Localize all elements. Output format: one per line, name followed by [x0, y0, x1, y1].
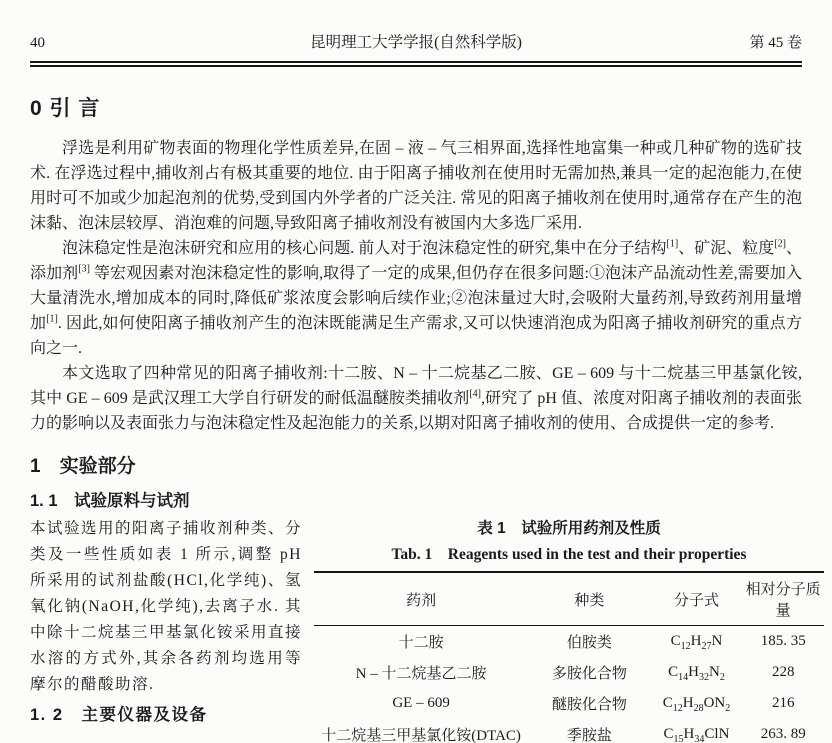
section-heading-intro: 0 引 言: [30, 97, 101, 120]
formula-subscript: 12: [672, 703, 683, 714]
reagent-formula: $C_{12}H_{27}N$: [670, 633, 723, 652]
formula-subscript: 27: [701, 641, 712, 652]
page-number: 40: [30, 35, 45, 51]
reagent-formula: $C_{12}H_{28}ON_2$: [662, 695, 731, 714]
column-header-reagent: 药剂: [314, 572, 528, 626]
column-header-formula: 分子式: [651, 572, 743, 626]
reagent-name: 十二胺: [398, 635, 444, 651]
reagent-type: 季胺盐: [528, 719, 650, 743]
intro-body: [30, 136, 802, 436]
citation-ref: [2]: [774, 238, 786, 250]
reagent-type: 醚胺化合物: [551, 697, 627, 713]
header-double-rule: [30, 61, 802, 67]
reagents-table: [314, 571, 824, 743]
column-header-type: 种类: [528, 572, 650, 626]
reagent-mass: 185. 35: [760, 633, 806, 649]
volume-label: 第 45 卷: [749, 35, 802, 51]
reagent-type: 多胺化合物: [551, 666, 627, 682]
reagent-type: 伯胺类: [566, 635, 612, 651]
citation-ref: [1]: [46, 313, 58, 325]
formula-subscript: 2: [719, 672, 725, 683]
column-header-mass: 相对分子质量: [742, 572, 824, 626]
formula-subscript: 15: [673, 734, 684, 743]
formula-subscript: 34: [694, 734, 705, 743]
materials-paragraph: 本试验选用的阳离子捕收剂种类、分类及一些性质如表 1 所示,调整 pH 所采用的试剂盐酸(HCl,化学纯)、氢氧化钠(NaOH,化学纯),去离子水. 其中除十二烷基三甲基氯化铵采用直接水溶的方式外,其余各药剂均选用等摩尔的醋酸助溶.: [30, 520, 303, 693]
table-header-row: [314, 572, 824, 626]
table-row: [314, 657, 824, 688]
formula-subscript: 32: [698, 672, 709, 683]
intro-paragraph-3: 本文选取了四种常见的阳离子捕收剂:十二胺、N – 十二烷基乙二胺、GE – 609 与十二烷基三甲基氯化铵,其中 GE – 609 是武汉理工大学自行研发的耐低温醚胺类捕收剂[4],研究了 pH 值、浓度对阳离子捕收剂的表面张力的影响以及表面张力与泡沫稳定性及起泡能力的关系,以期对阳离子捕收剂的使用、合成提供一定的参考.: [30, 365, 802, 432]
reagent-name: GE – 609: [392, 695, 450, 711]
section-heading-experiment: 1 实验部分: [30, 456, 136, 477]
table-column: [314, 516, 824, 743]
materials-column: [30, 516, 302, 743]
intro-paragraph-2: 泡沫稳定性是泡沫研究和应用的核心问题. 前人对于泡沫稳定性的研究,集中在分子结构[1]、矿泥、粒度[2]、添加剂[3] 等宏观因素对泡沫稳定性的影响,取得了一定的成果,但仍存在很多问题:①泡沫产品流动性差,需要加入大量清洗水,增加成本的同时,降低矿浆浓度会影响后续作业;②泡沫量过大时,会吸附大量药剂,导致药剂用量增加[1]. 因此,如何使阳离子捕收剂产生的泡沫既能满足生产需求,又可以快速消泡成为阳离子捕收剂研究的重点方向之一.: [30, 238, 802, 357]
reagent-mass: 216: [771, 695, 795, 711]
reagent-name: N – 十二烷基乙二胺: [355, 666, 487, 682]
citation-ref: [4]: [469, 388, 481, 400]
reagent-mass: 228: [771, 664, 795, 680]
two-column-area: [30, 516, 824, 743]
table-title-cn: 表 1 试验所用药剂及性质: [477, 520, 661, 537]
journal-title: 昆明理工大学学报(自然科学版): [310, 34, 522, 51]
formula-subscript: 12: [680, 641, 691, 652]
reagent-name: 十二烷基三甲基氯化铵(DTAC): [314, 719, 528, 743]
table-row: [314, 626, 824, 658]
table-title-en: Tab. 1 Reagents used in the test and their properties: [391, 546, 747, 563]
formula-subscript: 28: [693, 703, 704, 714]
subsection-heading-materials: 1. 1 试验原料与试剂: [30, 492, 190, 510]
citation-ref: [3]: [78, 263, 90, 275]
reagent-formula: $C_{15}H_{34}ClN$: [651, 719, 743, 743]
formula-subscript: 2: [725, 703, 731, 714]
subsection-heading-equipment: 1. 2 主要仪器及设备: [30, 706, 208, 724]
page-header: [0, 0, 832, 58]
table-row: [314, 688, 824, 719]
reagent-mass: 263. 89: [742, 719, 824, 743]
intro-paragraph-1: 浮选是利用矿物表面的物理化学性质差异,在固 – 液 – 气三相界面,选择性地富集一种或几种矿物的选矿技术. 在浮选过程中,捕收剂占有极其重要的地位. 由于阳离子捕收剂在使用时无需加热,兼具一定的起泡能力,在使用时可不加或少加起泡剂的优势,受到国内外学者的广泛关注. 常见的阳离子捕收剂在使用时,通常存在产生的泡沫黏、泡沫层较厚、消泡难的问题,导致阳离子捕收剂没有被国内大多选厂采用.: [30, 140, 802, 232]
table-row: [314, 719, 824, 743]
citation-ref: [1]: [666, 238, 679, 250]
formula-subscript: 14: [678, 672, 689, 683]
reagent-formula: $C_{14}H_{32}N_2$: [668, 664, 725, 683]
